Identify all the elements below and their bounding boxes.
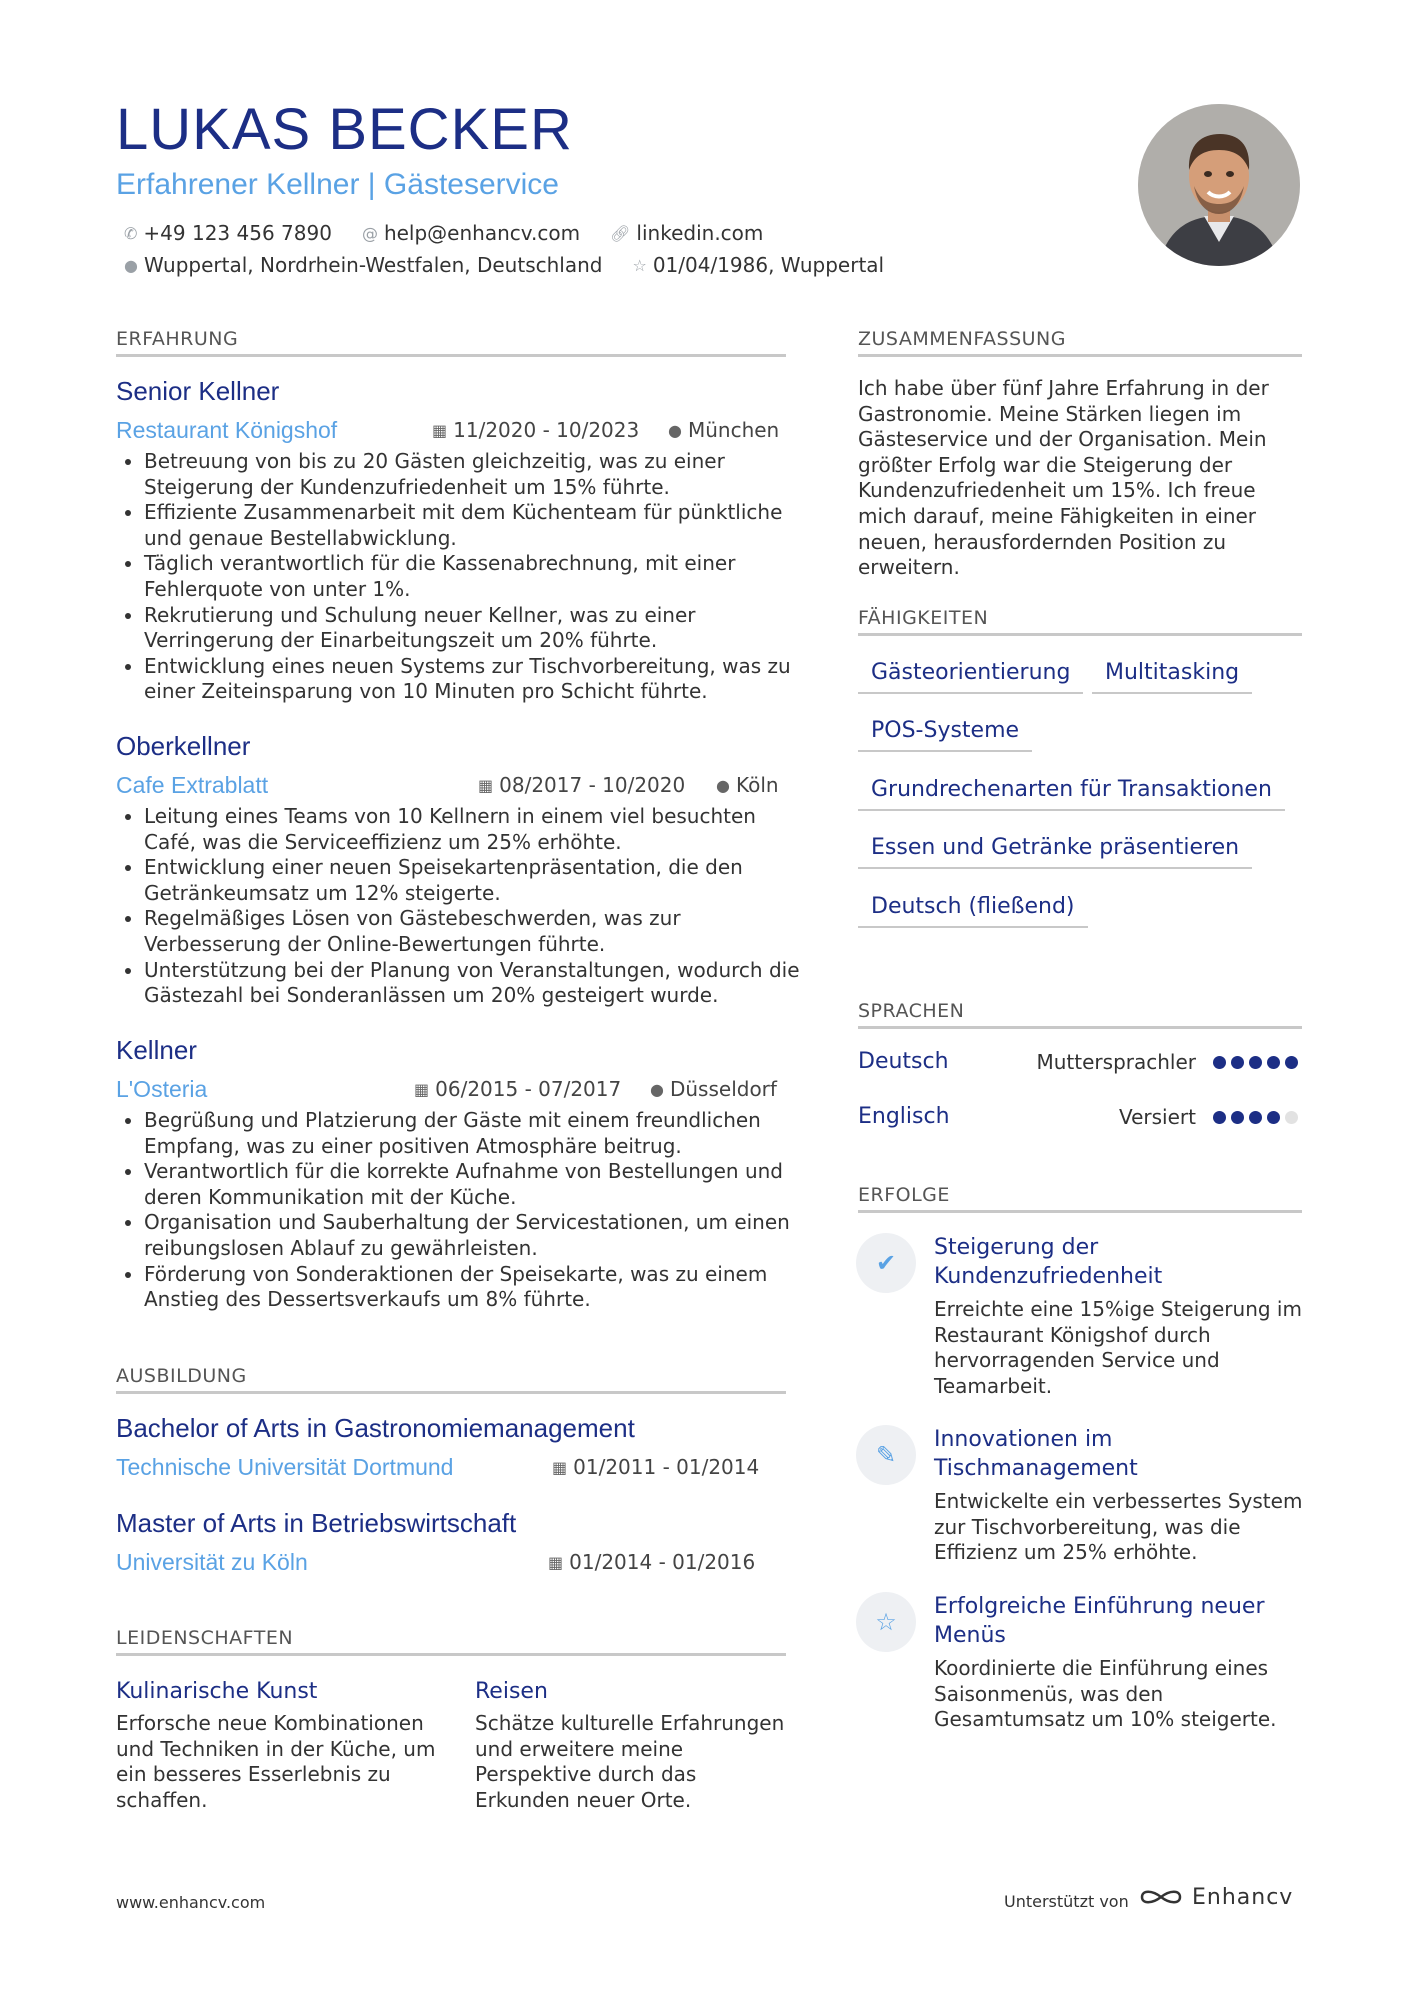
bullet-item: • Effiziente Zusammenarbeit mit dem Küchenteam für pünktliche und genaue Bestellabwicklung.: [144, 500, 814, 551]
calendar-icon: ▦: [414, 1079, 430, 1099]
section-heading-achievements: ERFOLGE: [858, 1184, 1302, 1213]
section-heading-summary: ZUSAMMENFASSUNG: [858, 328, 1302, 357]
bullet-item: • Organisation und Sauberhaltung der Servicestationen, um einen reibungslosen Ablauf zu gewährleisten.: [144, 1210, 814, 1261]
birth-text: 01/04/1986, Wuppertal: [652, 253, 885, 277]
job-bullets: [116, 1108, 814, 1313]
rating-dot-filled: [1231, 1111, 1244, 1124]
calendar-icon: ▦: [552, 1457, 568, 1477]
birth-item: [632, 253, 884, 277]
job-dates: [478, 773, 685, 797]
job-location-text: Köln: [735, 773, 779, 797]
job-title: Oberkellner: [116, 731, 251, 761]
phone-item: [124, 221, 332, 245]
section-heading-passions: LEIDENSCHAFTEN: [116, 1627, 786, 1656]
rating-dot-filled: [1249, 1111, 1262, 1124]
achievement-description: Entwickelte ein verbessertes System zur Tischvorbereitung, was die Effizienz um 25% erhöhte.: [934, 1489, 1303, 1565]
bullet-item: • Unterstützung bei der Planung von Veranstaltungen, wodurch die Gästezahl bei Sonderanlässen um 20% gesteigert wurde.: [144, 958, 814, 1009]
location-item: [124, 253, 602, 277]
achievement-description: Erreichte eine 15%ige Steigerung im Restaurant Königshof durch hervorragenden Service und Teamarbeit.: [934, 1297, 1302, 1398]
summary-text: Ich habe über fünf Jahre Erfahrung in der Gastronomie. Meine Stärken liegen im Gästeservice und der Organisation. Mein größter Erfolg war die Steigerung der Kundenzufriedenheit um 15%. Ich freue mich darauf, meine Fähigkeiten in einer neuen, herausfordernden Position zu erweitern.: [858, 376, 1269, 580]
education-degree: Bachelor of Arts in Gastronomiemanagement: [116, 1413, 635, 1443]
job-company: Cafe Extrablatt: [116, 772, 269, 798]
bullet-item: • Förderung von Sonderaktionen der Speisekarte, was zu einem Anstieg des Dessertsverkaufs um 8% führte.: [144, 1262, 814, 1313]
education-school: Universität zu Köln: [116, 1549, 308, 1575]
education-dates-text: 01/2014 - 01/2016: [569, 1550, 756, 1574]
magic-wand-icon: ✎: [856, 1425, 916, 1485]
skill-tag: Multitasking: [1092, 660, 1252, 694]
passion-description: Erforsche neue Kombinationen und Techniken in der Küche, um ein besseres Esserlebnis zu schaffen.: [116, 1711, 436, 1812]
rating-dot-filled: [1267, 1056, 1280, 1069]
skill-tag: Essen und Getränke präsentieren: [858, 835, 1252, 869]
location-text: Wuppertal, Nordrhein-Westfalen, Deutschland: [143, 253, 603, 277]
education-dates: [552, 1455, 759, 1479]
linkedin-item[interactable]: [610, 221, 763, 245]
section-heading-experience: ERFAHRUNG: [116, 328, 786, 357]
bullet-item: • Leitung eines Teams von 10 Kellnern in einem viel besuchten Café, was die Serviceeffizienz um 25% erhöhte.: [144, 804, 814, 855]
rating-dot-filled: [1249, 1056, 1262, 1069]
bullet-item: • Betreuung von bis zu 20 Gästen gleichzeitig, was zu einer Steigerung der Kundenzufriedenheit um 15% führte.: [144, 449, 814, 500]
language-name: Deutsch: [858, 1049, 949, 1074]
email-item[interactable]: [362, 221, 580, 245]
achievement-title: Steigerung der Kundenzufriedenheit: [934, 1235, 1163, 1289]
skill-tag: Gästeorientierung: [858, 660, 1083, 694]
contact-row-1: [124, 221, 763, 245]
skill-tag: Deutsch (fließend): [858, 894, 1088, 928]
profile-photo-illustration: [1138, 104, 1300, 266]
location-pin-icon: ●: [668, 420, 682, 440]
location-pin-icon: ●: [716, 775, 730, 795]
check-icon: ✔: [856, 1233, 916, 1293]
job-location-text: München: [687, 418, 780, 442]
job-location: [668, 418, 779, 442]
rating-dot-filled: [1231, 1056, 1244, 1069]
candidate-name: LUKAS BECKER: [116, 97, 573, 162]
bullet-item: • Verantwortlich für die korrekte Aufnahme von Bestellungen und deren Kommunikation mit der Küche.: [144, 1159, 814, 1210]
bullet-item: • Begrüßung und Platzierung der Gäste mit einem freundlichen Empfang, was zu einer positiven Atmosphäre beitrug.: [144, 1108, 814, 1159]
job-company: Restaurant Königshof: [116, 417, 338, 443]
bullet-item: • Entwicklung einer neuen Speisekartenpräsentation, die den Getränkeumsatz um 12% steigerte.: [144, 855, 814, 906]
rating-dot-empty: [1285, 1111, 1298, 1124]
language-name: Englisch: [858, 1104, 950, 1129]
job-location: [650, 1077, 777, 1101]
job-location-text: Düsseldorf: [669, 1077, 777, 1101]
bullet-item: • Regelmäßiges Lösen von Gästebeschwerden, was zur Verbesserung der Online-Bewertungen führte.: [144, 906, 814, 957]
rating-dot-filled: [1285, 1056, 1298, 1069]
achievement-title: Erfolgreiche Einführung neuer Menüs: [934, 1594, 1265, 1648]
at-icon: @: [361, 223, 378, 243]
enhancv-logo-icon: [1138, 1884, 1184, 1910]
job-title: Kellner: [116, 1035, 197, 1065]
education-dates-text: 01/2011 - 01/2014: [573, 1455, 760, 1479]
rating-dot-filled: [1213, 1056, 1226, 1069]
bullet-item: • Rekrutierung und Schulung neuer Kellner, was zu einer Verringerung der Einarbeitungszeit um 20% führte.: [144, 603, 814, 654]
bullet-item: • Entwicklung eines neuen Systems zur Tischvorbereitung, was zu einer Zeiteinsparung von 10 Minuten pro Schicht führte.: [144, 654, 814, 705]
education-dates: [548, 1550, 755, 1574]
phone-icon: ✆: [124, 223, 138, 243]
achievement-title: Innovationen im Tischmanagement: [934, 1427, 1138, 1481]
education-degree: Master of Arts in Betriebswirtschaft: [116, 1508, 517, 1538]
star-icon: ☆: [856, 1592, 916, 1652]
skill-tag: Grundrechenarten für Transaktionen: [858, 777, 1285, 811]
section-heading-languages: SPRACHEN: [858, 1000, 1302, 1029]
contact-row-2: [124, 253, 884, 277]
section-heading-skills: FÄHIGKEITEN: [858, 607, 1302, 636]
bullet-item: • Täglich verantwortlich für die Kassenabrechnung, mit einer Fehlerquote von unter 1%.: [144, 551, 814, 602]
job-dates: [432, 418, 639, 442]
enhancv-logo[interactable]: [1138, 1884, 1293, 1910]
email-text[interactable]: help@enhancv.com: [383, 221, 581, 245]
job-dates: [414, 1077, 621, 1101]
job-dates-text: 11/2020 - 10/2023: [453, 418, 640, 442]
phone-text: +49 123 456 7890: [143, 221, 332, 245]
language-rating: [1213, 1056, 1298, 1069]
candidate-title: Erfahrener Kellner | Gästeservice: [116, 168, 559, 201]
job-bullets: [116, 449, 814, 705]
location-pin-icon: ●: [650, 1079, 664, 1099]
profile-photo: [1138, 104, 1300, 266]
language-rating: [1213, 1111, 1298, 1124]
job-dates-text: 06/2015 - 07/2017: [435, 1077, 622, 1101]
language-level: Muttersprachler: [1036, 1050, 1196, 1074]
rating-dot-filled: [1267, 1111, 1280, 1124]
achievement-description: Koordinierte die Einführung eines Saisonmenüs, was den Gesamtumsatz um 10% steigerte.: [934, 1656, 1277, 1732]
language-level: Versiert: [1118, 1105, 1196, 1129]
location-pin-icon: ●: [124, 255, 138, 275]
footer-url[interactable]: www.enhancv.com: [116, 1893, 266, 1912]
job-dates-text: 08/2017 - 10/2020: [499, 773, 686, 797]
section-heading-education: AUSBILDUNG: [116, 1365, 786, 1394]
calendar-icon: ▦: [432, 420, 448, 440]
passion-description: Schätze kulturelle Erfahrungen und erweitere meine Perspektive durch das Erkunden neuer Orte.: [475, 1711, 785, 1812]
job-title: Senior Kellner: [116, 376, 280, 406]
linkedin-text[interactable]: linkedin.com: [636, 221, 764, 245]
job-company: L'Osteria: [116, 1076, 208, 1102]
skill-tag: POS-Systeme: [858, 718, 1032, 752]
passion-title: Kulinarische Kunst: [116, 1679, 318, 1704]
job-bullets: [116, 804, 814, 1009]
link-icon: 🔗︎: [610, 223, 631, 243]
education-school: Technische Universität Dortmund: [116, 1454, 454, 1480]
calendar-icon: ▦: [548, 1552, 564, 1572]
job-location: [716, 773, 779, 797]
calendar-icon: ▦: [478, 775, 494, 795]
star-icon: ☆: [632, 255, 647, 275]
rating-dot-filled: [1213, 1111, 1226, 1124]
enhancv-brand-text: Enhancv: [1192, 1884, 1294, 1910]
passion-title: Reisen: [475, 1679, 548, 1704]
footer-powered-by: Unterstützt von: [1004, 1892, 1129, 1911]
